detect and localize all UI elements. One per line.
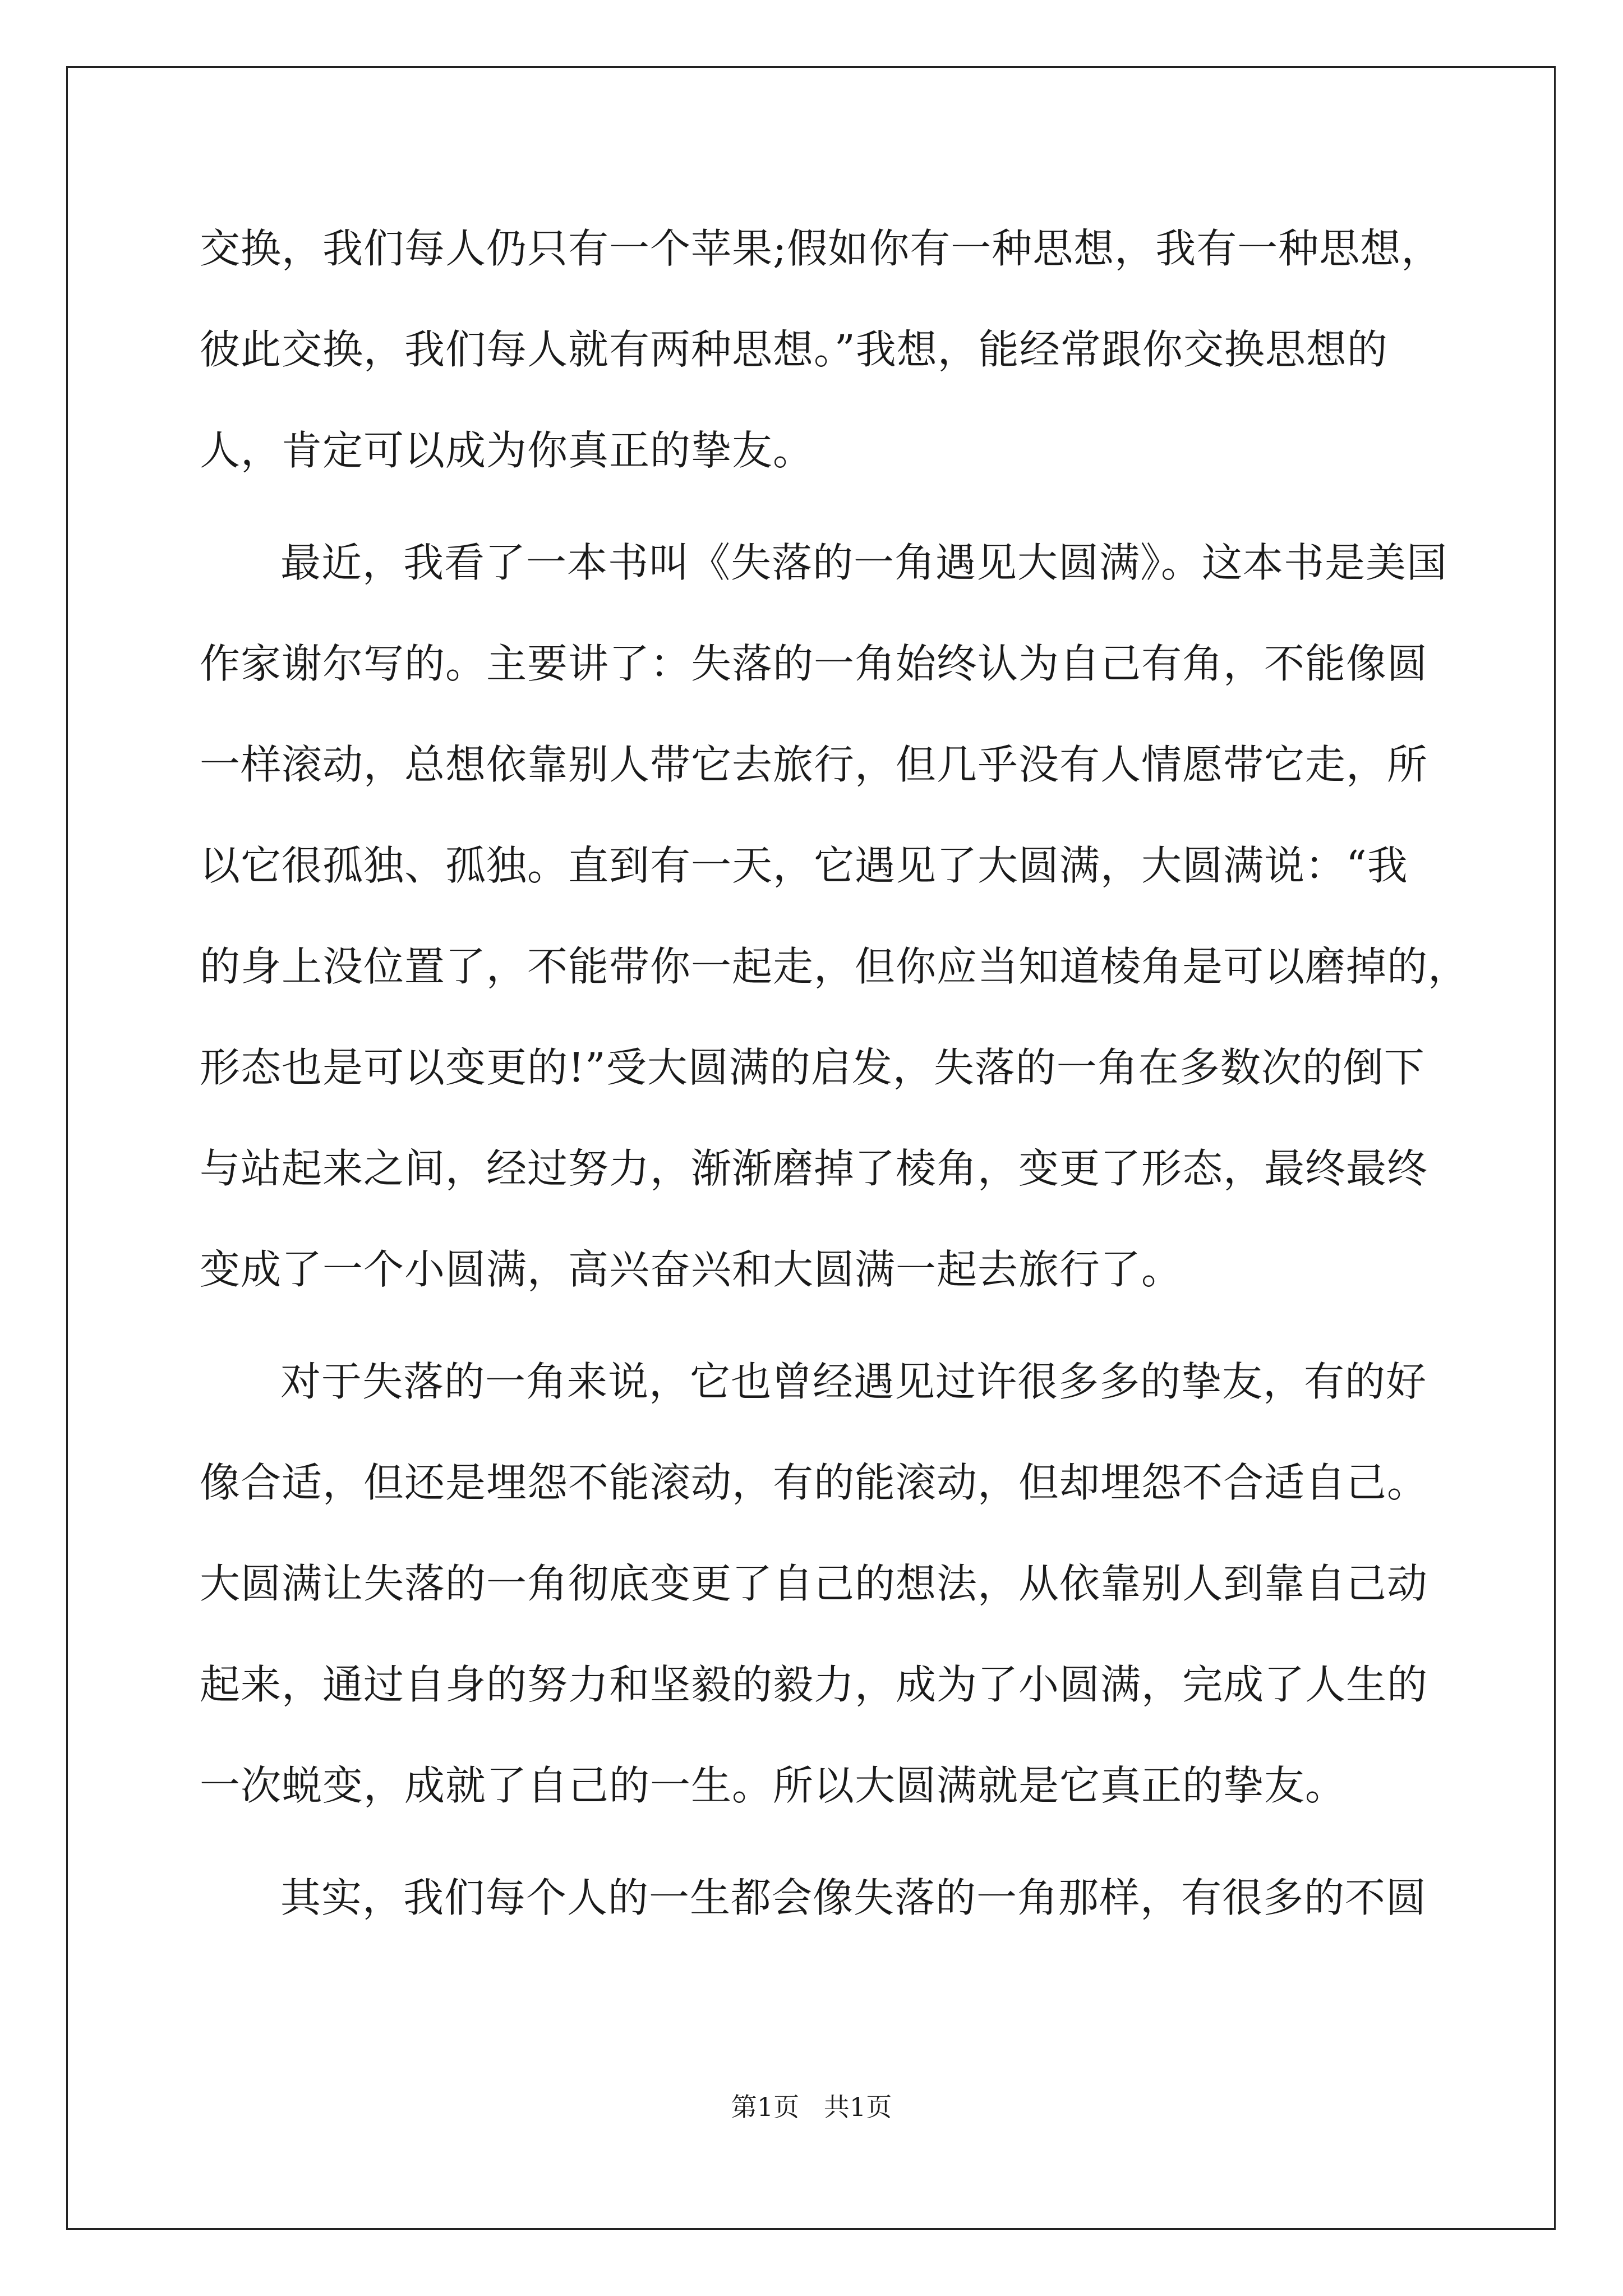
body-line-6: 一样滚动，总想依靠别人带它去旅行，但几乎没有人情愿带它走，所 <box>200 741 1428 788</box>
body-line-2: 彼此交换，我们每人就有两种思想。”我想，能经常跟你交换思想的 <box>200 326 1388 373</box>
body-line-14: 大圆满让失落的一角彻底变更了自己的想法，从依靠别人到靠自己动 <box>200 1560 1428 1607</box>
body-line-1: 交换，我们每人仍只有一个苹果;假如你有一种思想，我有一种思想， <box>200 225 1442 272</box>
body-line-5: 作家谢尔写的。主要讲了：失落的一角始终认为自己有角，不能像圆 <box>200 640 1428 687</box>
page-number-footer: 第1页 共1页 <box>731 2092 892 2122</box>
paragraph-3-first-line: 对于失落的一角来说，它也曾经遇见过许很多多的挚友，有的好 <box>280 1358 1427 1405</box>
body-line-8: 的身上没位置了，不能带你一起走，但你应当知道棱角是可以磨掉的， <box>200 943 1469 990</box>
body-line-9: 形态也是可以变更的!”受大圆满的启发，失落的一角在多数次的倒下 <box>200 1044 1425 1091</box>
body-line-13: 像合适，但还是埋怨不能滚动，有的能滚动，但却埋怨不合适自己。 <box>200 1459 1428 1506</box>
paragraph-4-first-line: 其实，我们每个人的一生都会像失落的一角那样，有很多的不圆 <box>280 1874 1427 1921</box>
body-line-3: 人，肯定可以成为你真正的挚友。 <box>200 427 814 474</box>
body-line-15: 起来，通过自身的努力和坚毅的毅力，成为了小圆满，完成了人生的 <box>200 1661 1428 1708</box>
body-line-16: 一次蜕变，成就了自己的一生。所以大圆满就是它真正的挚友。 <box>200 1762 1347 1809</box>
paragraph-2-first-line: 最近，我看了一本书叫《失落的一角遇见大圆满》。这本书是美国 <box>280 539 1448 586</box>
body-line-11: 变成了一个小圆满，高兴奋兴和大圆满一起去旅行了。 <box>200 1246 1183 1293</box>
body-line-10: 与站起来之间，经过努力，渐渐磨掉了棱角，变更了形态，最终最终 <box>200 1145 1428 1192</box>
body-line-7: 以它很孤独、孤独。直到有一天，它遇见了大圆满，大圆满说：“我 <box>200 842 1408 889</box>
